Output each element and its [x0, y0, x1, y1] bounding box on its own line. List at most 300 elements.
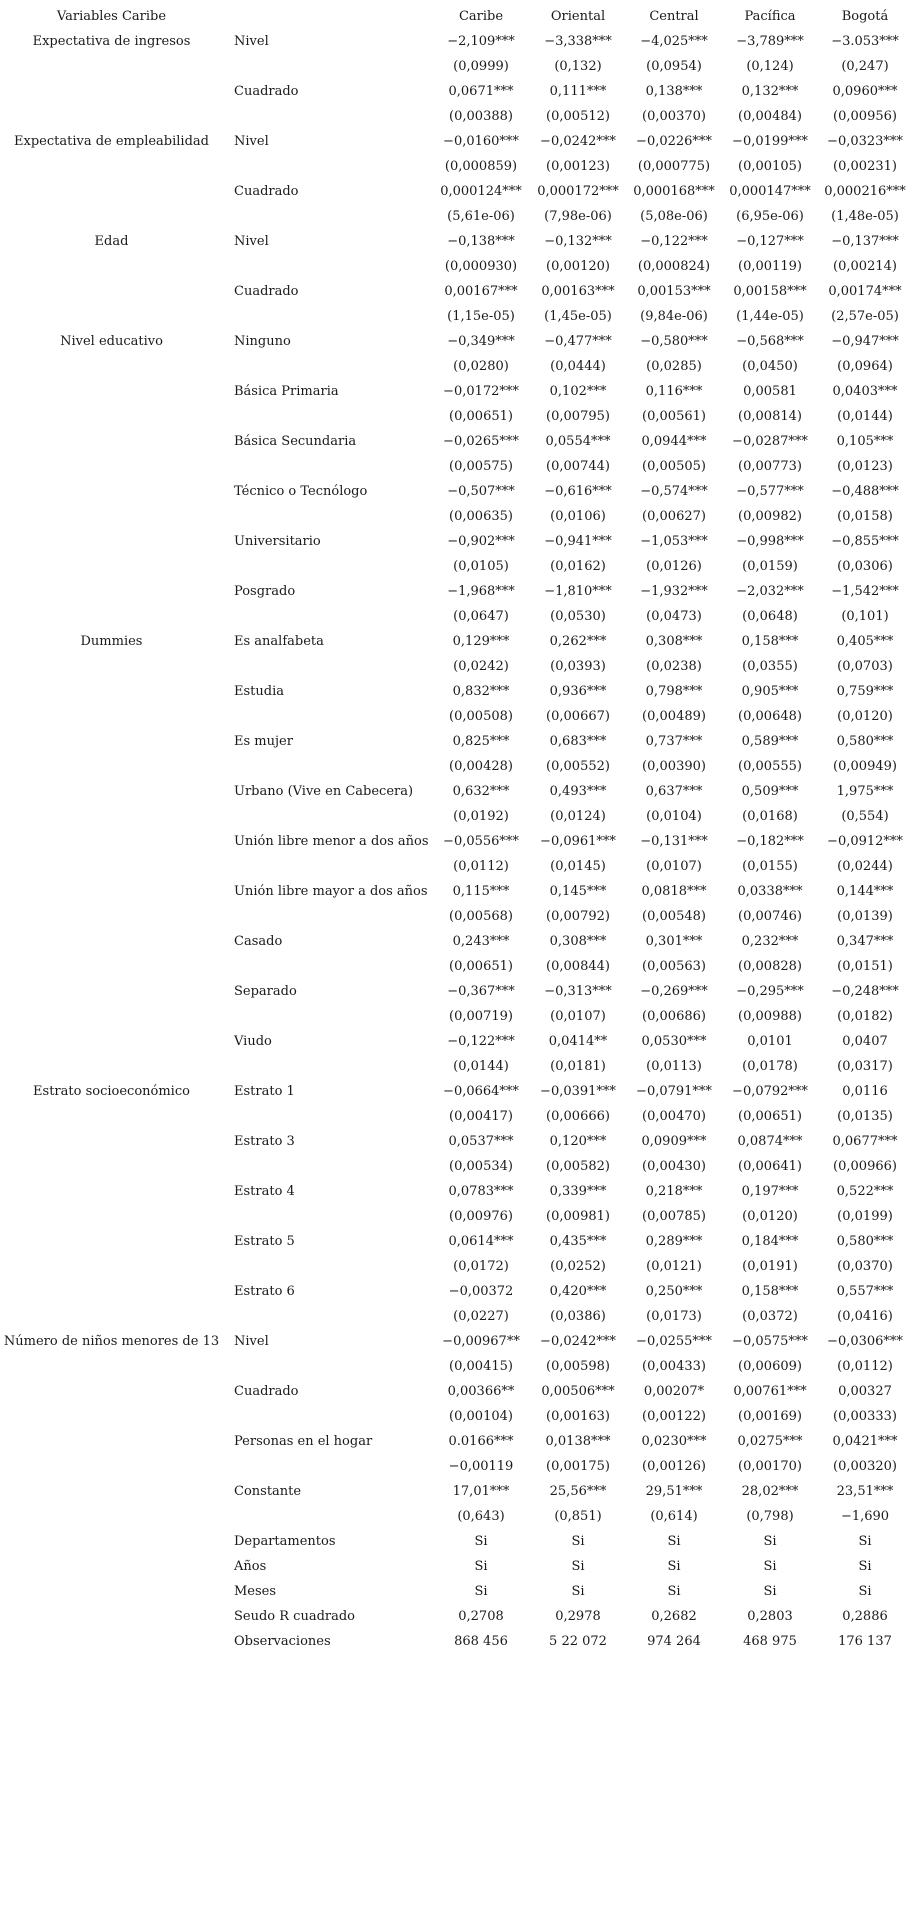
table-cell: 0,243*** — [452, 934, 510, 949]
subvariable-label: Casado — [234, 934, 283, 949]
table-cell: (0,00430) — [642, 1159, 706, 1174]
table-row — [0, 829, 919, 854]
variable-label: Expectativa de ingresos — [32, 34, 191, 49]
table-cell: 0,683*** — [549, 734, 607, 749]
table-row — [0, 104, 919, 129]
subvariable-label: Unión libre mayor a dos años — [234, 884, 428, 899]
subvariable-label: Cuadrado — [234, 84, 299, 99]
subvariable-label: Técnico o Tecnólogo — [234, 484, 368, 499]
table-cell: 0,301*** — [645, 934, 703, 949]
table-cell: 0,2803 — [747, 1609, 793, 1624]
table-cell: 0,00207* — [643, 1384, 705, 1399]
subvariable-label: Cuadrado — [234, 184, 299, 199]
table-cell: (0,0372) — [742, 1309, 798, 1324]
table-cell: (5,08e-06) — [640, 209, 708, 224]
table-row — [0, 654, 919, 679]
table-cell: −0,0912*** — [827, 834, 903, 849]
table-cell: Si — [858, 1559, 872, 1574]
table-cell: (1,15e-05) — [447, 309, 515, 324]
table-cell: −0,0265*** — [443, 434, 519, 449]
table-cell: 0,308*** — [645, 634, 703, 649]
table-cell: (0,00981) — [546, 1209, 610, 1224]
table-cell: (0,0355) — [742, 659, 798, 674]
table-cell: −0,313*** — [544, 984, 612, 999]
table-cell: 0,0116 — [842, 1084, 888, 1099]
table-cell: (0,0120) — [837, 709, 893, 724]
table-cell: 0,0554*** — [545, 434, 611, 449]
table-cell: (0,00512) — [546, 109, 610, 124]
subvariable-label: Universitario — [234, 534, 321, 549]
table-cell: 0,936*** — [549, 684, 607, 699]
table-cell: 0,102*** — [549, 384, 607, 399]
table-row — [0, 1554, 919, 1579]
table-row — [0, 1329, 919, 1354]
table-cell: −0,349*** — [447, 334, 515, 349]
table-cell: (0,0135) — [837, 1109, 893, 1124]
table-cell: (0,00988) — [738, 1009, 802, 1024]
table-cell: (0,554) — [841, 809, 889, 824]
table-cell: −1,542*** — [831, 584, 899, 599]
table-row — [0, 304, 919, 329]
variable-label: Edad — [94, 234, 129, 249]
table-cell: −0,568*** — [736, 334, 804, 349]
table-cell: (0,0317) — [837, 1059, 893, 1074]
table-cell: (0,0145) — [550, 859, 606, 874]
table-cell: (0,00119) — [738, 259, 802, 274]
header-label: Variables Caribe — [56, 9, 167, 24]
table-cell: −0,182*** — [736, 834, 804, 849]
table-row — [0, 1454, 919, 1479]
table-cell: (0,0647) — [453, 609, 509, 624]
subvariable-label: Urbano (Vive en Cabecera) — [234, 784, 414, 799]
table-cell: (0,00105) — [738, 159, 802, 174]
table-cell: (0,00104) — [449, 1409, 513, 1424]
table-cell: −0,0391*** — [540, 1084, 616, 1099]
table-cell: 0,232*** — [741, 934, 799, 949]
subvariable-label: Posgrado — [234, 584, 296, 599]
table-cell: 0,250*** — [645, 1284, 703, 1299]
table-cell: −0,127*** — [736, 234, 804, 249]
table-cell: −0,0791*** — [636, 1084, 712, 1099]
table-row — [0, 1079, 919, 1104]
table-cell: −0,0961*** — [540, 834, 616, 849]
table-cell: (0,00814) — [738, 409, 802, 424]
table-cell: (0,00170) — [738, 1459, 802, 1474]
table-row — [0, 1379, 919, 1404]
table-cell: (0,0172) — [453, 1259, 509, 1274]
table-cell: (0,00627) — [642, 509, 706, 524]
table-cell: Si — [474, 1534, 488, 1549]
table-row — [0, 629, 919, 654]
table-cell: Si — [571, 1534, 585, 1549]
table-row — [0, 1029, 919, 1054]
table-row — [0, 1054, 919, 1079]
table-cell: (0,0252) — [550, 1259, 606, 1274]
table-cell: 0,00506*** — [541, 1384, 615, 1399]
table-row — [0, 1304, 919, 1329]
variable-label: Número de niños menores de 13 — [3, 1334, 220, 1349]
table-cell: Si — [571, 1559, 585, 1574]
table-cell: −0,0199*** — [732, 134, 808, 149]
table-row — [0, 254, 919, 279]
subvariable-label: Unión libre menor a dos años — [234, 834, 429, 849]
table-cell: (0,0386) — [550, 1309, 606, 1324]
table-cell: (0,0107) — [550, 1009, 606, 1024]
table-cell: (0,0370) — [837, 1259, 893, 1274]
table-cell: (0,0151) — [837, 959, 893, 974]
table-cell: 0,0407 — [842, 1034, 888, 1049]
table-cell: (0,0106) — [550, 509, 606, 524]
subvariable-label: Estrato 6 — [234, 1284, 295, 1299]
subvariable-label: Es mujer — [234, 734, 293, 749]
table-cell: (6,95e-06) — [736, 209, 804, 224]
table-cell: (1,45e-05) — [544, 309, 612, 324]
table-row — [0, 604, 919, 629]
table-cell: −0,574*** — [640, 484, 708, 499]
table-cell: (0,00792) — [546, 909, 610, 924]
table-cell: (0,00667) — [546, 709, 610, 724]
table-cell: 0,218*** — [645, 1184, 703, 1199]
table-cell: 0,509*** — [741, 784, 799, 799]
table-cell: (0,00563) — [642, 959, 706, 974]
table-row — [0, 354, 919, 379]
table-cell: −1,810*** — [544, 584, 612, 599]
table-cell: (0,00388) — [449, 109, 513, 124]
table-cell: −3,789*** — [736, 34, 804, 49]
column-header: Pacífica — [744, 9, 796, 24]
table-cell: (0,00949) — [833, 759, 897, 774]
table-cell: (0,0285) — [646, 359, 702, 374]
table-cell: 0,2978 — [555, 1609, 601, 1624]
table-cell: (0,00169) — [738, 1409, 802, 1424]
table-row — [0, 54, 919, 79]
table-cell: 0,158*** — [741, 1284, 799, 1299]
table-cell: 0,00174*** — [828, 284, 902, 299]
table-row — [0, 1479, 919, 1504]
table-row — [0, 1279, 919, 1304]
table-cell: 0,522*** — [836, 1184, 894, 1199]
table-cell: (0,0158) — [837, 509, 893, 524]
table-cell: −3.053*** — [831, 34, 899, 49]
table-cell: −4,025*** — [640, 34, 708, 49]
table-cell: (0,00651) — [738, 1109, 802, 1124]
table-cell: 0,347*** — [836, 934, 894, 949]
table-cell: −0,0255*** — [636, 1334, 712, 1349]
table-cell: 0,00761*** — [733, 1384, 807, 1399]
column-header: Bogotá — [841, 9, 889, 24]
table-cell: (0,0242) — [453, 659, 509, 674]
table-cell: (0,0112) — [453, 859, 509, 874]
subvariable-label: Constante — [234, 1484, 302, 1499]
table-cell: −0,0664*** — [443, 1084, 519, 1099]
table-cell: 0,759*** — [836, 684, 894, 699]
table-cell: (0,0703) — [837, 659, 893, 674]
table-cell: 0,825*** — [452, 734, 510, 749]
table-cell: 0,637*** — [645, 784, 703, 799]
table-cell: 0,132*** — [741, 84, 799, 99]
table-cell: 0,000147*** — [729, 184, 811, 199]
table-cell: (0,00568) — [449, 909, 513, 924]
table-cell: 0,0138*** — [545, 1434, 611, 1449]
table-cell: (7,98e-06) — [544, 209, 612, 224]
table-cell: Si — [474, 1559, 488, 1574]
table-cell: (0,0162) — [550, 559, 606, 574]
regression-table — [0, 4, 919, 1654]
table-cell: −2,109*** — [447, 34, 515, 49]
subvariable-label: Meses — [234, 1584, 277, 1599]
table-cell: −0,0306*** — [827, 1334, 903, 1349]
variable-label: Expectativa de empleabilidad — [14, 134, 209, 149]
table-cell: (0,00489) — [642, 709, 706, 724]
table-cell: 0,0421*** — [832, 1434, 898, 1449]
table-cell: (0,00651) — [449, 409, 513, 424]
table-cell: Si — [763, 1534, 777, 1549]
table-cell: 0,000216*** — [824, 184, 906, 199]
table-cell: −0,0792*** — [732, 1084, 808, 1099]
table-cell: (0,00795) — [546, 409, 610, 424]
table-cell: (0,0168) — [742, 809, 798, 824]
table-cell: 0,589*** — [741, 734, 799, 749]
table-cell: 176 137 — [838, 1634, 892, 1649]
subvariable-label: Estrato 1 — [234, 1084, 295, 1099]
table-cell: (0,00333) — [833, 1409, 897, 1424]
table-cell: (0,00648) — [738, 709, 802, 724]
table-cell: −0,0323*** — [827, 134, 903, 149]
table-row — [0, 1179, 919, 1204]
table-cell: 0,0874*** — [737, 1134, 803, 1149]
table-cell: 0,00581 — [743, 384, 797, 399]
table-cell: 0,557*** — [836, 1284, 894, 1299]
table-cell: 0,158*** — [741, 634, 799, 649]
subvariable-label: Años — [234, 1559, 267, 1574]
table-cell: 0,00163*** — [541, 284, 615, 299]
column-header: Caribe — [458, 9, 504, 24]
table-cell: (0,0104) — [646, 809, 702, 824]
table-cell: (0,00651) — [449, 959, 513, 974]
table-cell: (0,000859) — [444, 159, 518, 174]
table-cell: 0,116*** — [645, 384, 703, 399]
table-row — [0, 1579, 919, 1604]
table-cell: (0,00415) — [449, 1359, 513, 1374]
table-cell: −0,616*** — [544, 484, 612, 499]
table-cell: (0,247) — [841, 59, 889, 74]
table-cell: (0,0155) — [742, 859, 798, 874]
subvariable-label: Estudia — [234, 684, 284, 699]
table-cell: 468 975 — [743, 1634, 797, 1649]
table-row — [0, 204, 919, 229]
table-cell: (0,00320) — [833, 1459, 897, 1474]
table-cell: 0,0677*** — [832, 1134, 898, 1149]
table-cell: 974 264 — [647, 1634, 701, 1649]
table-cell: 0,493*** — [549, 784, 607, 799]
table-cell: −0,0172*** — [443, 384, 519, 399]
table-cell: (5,61e-06) — [447, 209, 515, 224]
table-cell: (0,0181) — [550, 1059, 606, 1074]
table-cell: −0,0556*** — [443, 834, 519, 849]
table-cell: −0,122*** — [640, 234, 708, 249]
subvariable-label: Ninguno — [234, 334, 291, 349]
table-body — [0, 29, 919, 1654]
table-row — [0, 754, 919, 779]
table-row — [0, 429, 919, 454]
table-row — [0, 1504, 919, 1529]
table-cell: −0,137*** — [831, 234, 899, 249]
table-cell: −0,941*** — [544, 534, 612, 549]
table-row — [0, 579, 919, 604]
table-row — [0, 879, 919, 904]
table-cell: (0,0530) — [550, 609, 606, 624]
table-cell: (0,0178) — [742, 1059, 798, 1074]
table-cell: −0,0226*** — [636, 134, 712, 149]
table-row — [0, 29, 919, 54]
table-cell: −0,0160*** — [443, 134, 519, 149]
table-cell: 0,138*** — [645, 84, 703, 99]
subvariable-label: Separado — [234, 984, 297, 999]
table-cell: 0,105*** — [836, 434, 894, 449]
table-cell: Si — [763, 1559, 777, 1574]
table-cell: Si — [763, 1584, 777, 1599]
table-cell: (0,0999) — [453, 59, 509, 74]
table-cell: (0,00552) — [546, 759, 610, 774]
table-cell: (0,0444) — [550, 359, 606, 374]
table-cell: (0,0450) — [742, 359, 798, 374]
table-row — [0, 229, 919, 254]
table-cell: 0,0230*** — [641, 1434, 707, 1449]
table-row — [0, 1154, 919, 1179]
table-row — [0, 129, 919, 154]
table-cell: −0,00967** — [442, 1334, 520, 1349]
table-cell: 0,129*** — [452, 634, 510, 649]
table-cell: (0,00214) — [833, 259, 897, 274]
variable-label: Estrato socioeconómico — [33, 1084, 190, 1099]
variable-label: Nivel educativo — [60, 334, 163, 349]
table-cell: (0,0473) — [646, 609, 702, 624]
table-header — [0, 4, 919, 29]
subvariable-label: Estrato 3 — [234, 1134, 295, 1149]
table-cell: (0,0144) — [837, 409, 893, 424]
table-cell: 29,51*** — [645, 1484, 703, 1499]
table-cell: 0,00153*** — [637, 284, 711, 299]
table-cell: 0,905*** — [741, 684, 799, 699]
table-row — [0, 779, 919, 804]
table-cell: 0,0960*** — [832, 84, 898, 99]
table-cell: Si — [858, 1534, 872, 1549]
table-cell: (0,0121) — [646, 1259, 702, 1274]
table-cell: (0,00976) — [449, 1209, 513, 1224]
table-cell: −0,855*** — [831, 534, 899, 549]
table-cell: (0,0124) — [550, 809, 606, 824]
table-cell: (0,00433) — [642, 1359, 706, 1374]
subvariable-label: Nivel — [234, 134, 269, 149]
table-cell: (0,0964) — [837, 359, 893, 374]
table-cell: (0,00370) — [642, 109, 706, 124]
table-cell: (0,00175) — [546, 1459, 610, 1474]
table-cell: 0,798*** — [645, 684, 703, 699]
table-cell: 0,0275*** — [737, 1434, 803, 1449]
subvariable-label: Seudo R cuadrado — [234, 1609, 356, 1624]
table-cell: (0,00686) — [642, 1009, 706, 1024]
table-cell: (0,00163) — [546, 1409, 610, 1424]
table-cell: Si — [858, 1584, 872, 1599]
table-cell: (0,0120) — [742, 1209, 798, 1224]
table-cell: 0,435*** — [549, 1234, 607, 1249]
table-cell: (0,0123) — [837, 459, 893, 474]
table-cell: 0,0414** — [548, 1034, 608, 1049]
table-cell: −1,690 — [840, 1509, 890, 1524]
table-cell: −0,580*** — [640, 334, 708, 349]
table-cell: 0,339*** — [549, 1184, 607, 1199]
table-cell: (0,0199) — [837, 1209, 893, 1224]
table-row — [0, 379, 919, 404]
table-cell: 0,2682 — [651, 1609, 697, 1624]
table-cell: (9,84e-06) — [640, 309, 708, 324]
table-cell: (0,124) — [746, 59, 794, 74]
table-cell: 0,0614*** — [448, 1234, 514, 1249]
table-cell: (0,00598) — [546, 1359, 610, 1374]
table-cell: (0,00123) — [546, 159, 610, 174]
table-cell: −0,577*** — [736, 484, 804, 499]
table-cell: (0,00484) — [738, 109, 802, 124]
table-cell: Si — [667, 1534, 681, 1549]
table-cell: 0,832*** — [452, 684, 510, 699]
subvariable-label: Nivel — [234, 1334, 269, 1349]
table-cell: 0,0338*** — [737, 884, 803, 899]
table-row — [0, 1429, 919, 1454]
table-cell: −0,138*** — [447, 234, 515, 249]
table-cell: 5 22 072 — [549, 1634, 607, 1649]
table-cell: (0,00719) — [449, 1009, 513, 1024]
table-cell: (0,0416) — [837, 1309, 893, 1324]
table-cell: 0,00158*** — [733, 284, 807, 299]
table-cell: (0,00828) — [738, 959, 802, 974]
table-cell: −0,367*** — [447, 984, 515, 999]
table-cell: −0,488*** — [831, 484, 899, 499]
table-cell: 0.0166*** — [448, 1434, 514, 1449]
table-cell: (0,851) — [554, 1509, 602, 1524]
table-cell: −0,998*** — [736, 534, 804, 549]
table-cell: 0,737*** — [645, 734, 703, 749]
subvariable-label: Estrato 5 — [234, 1234, 295, 1249]
table-row — [0, 554, 919, 579]
table-row — [0, 904, 919, 929]
table-cell: 0,0403*** — [832, 384, 898, 399]
table-cell: (0,00785) — [642, 1209, 706, 1224]
table-cell: −0,132*** — [544, 234, 612, 249]
table-row — [0, 1604, 919, 1629]
table-cell: 0,00327 — [838, 1384, 892, 1399]
table-row — [0, 929, 919, 954]
table-cell: (0,798) — [746, 1509, 794, 1524]
table-cell: (0,00575) — [449, 459, 513, 474]
table-cell: Si — [571, 1584, 585, 1599]
table-cell: (0,00508) — [449, 709, 513, 724]
table-cell: 0,262*** — [549, 634, 607, 649]
subvariable-label: Departamentos — [234, 1534, 336, 1549]
table-cell: (0,0306) — [837, 559, 893, 574]
table-cell: (0,00231) — [833, 159, 897, 174]
table-cell: (0,00470) — [642, 1109, 706, 1124]
subvariable-label: Viudo — [234, 1034, 272, 1049]
table-cell: (0,00505) — [642, 459, 706, 474]
table-cell: (0,00746) — [738, 909, 802, 924]
table-cell: (0,00122) — [642, 1409, 706, 1424]
table-cell: 868 456 — [454, 1634, 508, 1649]
table-cell: 0,2708 — [458, 1609, 504, 1624]
table-cell: (0,00982) — [738, 509, 802, 524]
table-row — [0, 279, 919, 304]
table-cell: −0,122*** — [447, 1034, 515, 1049]
table-cell: (0,0227) — [453, 1309, 509, 1324]
